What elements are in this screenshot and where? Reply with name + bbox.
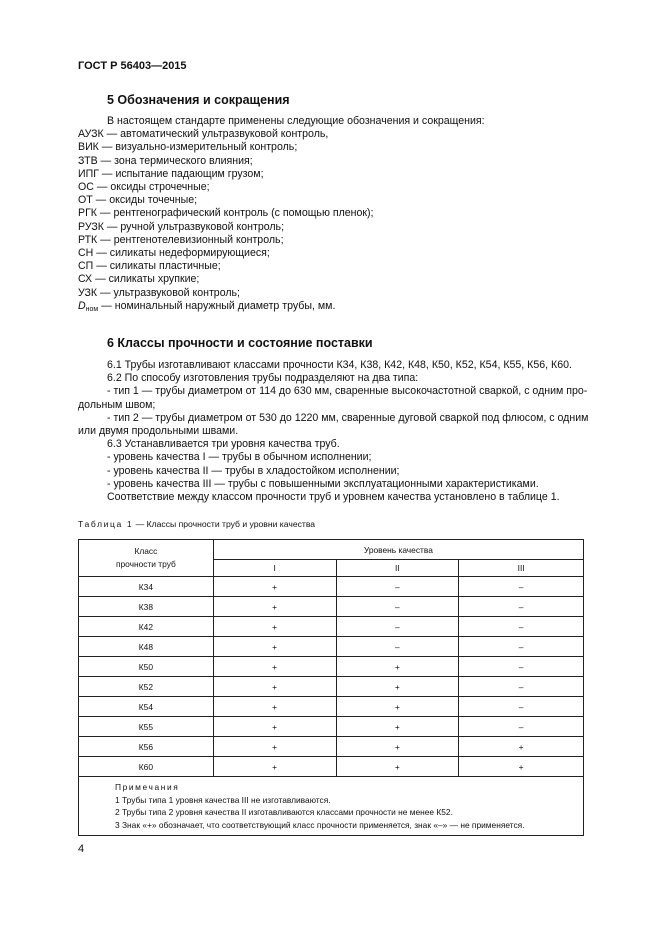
abbr-item: РТК — рентгенотелевизионный контроль; bbox=[78, 233, 284, 246]
cell-level-3: – bbox=[459, 657, 584, 677]
table-notes-row bbox=[79, 777, 584, 836]
abbr-item: ИПГ — испытание падающим грузом; bbox=[78, 167, 264, 180]
table-row bbox=[79, 657, 584, 677]
cell-level-2: + bbox=[336, 657, 459, 677]
header-level-2: II bbox=[336, 560, 459, 577]
abbr-item: АУЗК — автоматический ультразвуковой контроль, bbox=[78, 128, 329, 141]
section-6-line: - тип 1 — трубы диаметром от 114 до 630 мм, сваренные высокочастотной сваркой, с одним про- bbox=[107, 385, 588, 398]
cell-level-1: + bbox=[213, 757, 336, 777]
abbr-item-dnom bbox=[78, 300, 485, 316]
note-item: 2 Трубы типа 2 уровня качества II изготавливаются классами прочности не менее К52. bbox=[115, 807, 453, 817]
table-row bbox=[79, 737, 584, 757]
header-class bbox=[79, 540, 214, 577]
section-6-line: - уровень качества I — трубы в обычном исполнении; bbox=[107, 451, 372, 464]
cell-level-3: – bbox=[459, 717, 584, 737]
table-caption-prefix: Таблица 1 bbox=[78, 519, 134, 529]
section-6-line: - уровень качества II — трубы в хладостойком исполнении; bbox=[107, 464, 400, 477]
section-6-line: 6.3 Устанавливается три уровня качества труб. bbox=[107, 438, 340, 451]
section-6-title: 6 Классы прочности и состояние поставки bbox=[107, 336, 373, 350]
table-row bbox=[79, 637, 584, 657]
section-6-line: Соответствие между классом прочности труб и уровнем качества установлено в таблице 1. bbox=[107, 491, 560, 504]
cell-level-3: – bbox=[459, 597, 584, 617]
abbr-item: УЗК — ультразвуковой контроль; bbox=[78, 286, 240, 299]
cell-level-2: + bbox=[336, 757, 459, 777]
cell-level-3: – bbox=[459, 617, 584, 637]
section-6-line: 6.2 По способу изготовления трубы подразделяют на два типа: bbox=[107, 372, 419, 385]
cell-class: К54 bbox=[79, 697, 214, 717]
table-row bbox=[79, 677, 584, 697]
cell-level-2: – bbox=[336, 577, 459, 597]
header-level-3: III bbox=[459, 560, 584, 577]
notes-title: Примечания bbox=[115, 782, 180, 792]
abbr-item: ОС — оксиды строчечные; bbox=[78, 181, 210, 194]
abbr-item: СП — силикаты пластичные; bbox=[78, 260, 221, 273]
cell-level-2: – bbox=[336, 637, 459, 657]
section-5-title: 5 Обозначения и сокращения bbox=[107, 93, 290, 107]
note-item: 1 Трубы типа 1 уровня качества III не изготавливаются. bbox=[115, 794, 331, 805]
cell-level-2: – bbox=[336, 597, 459, 617]
abbr-item: СХ — силикаты хрупкие; bbox=[78, 273, 200, 286]
cell-class: К38 bbox=[79, 597, 214, 617]
cell-level-2: + bbox=[336, 717, 459, 737]
table-row bbox=[79, 597, 584, 617]
cell-level-1: + bbox=[213, 637, 336, 657]
cell-level-3: – bbox=[459, 637, 584, 657]
cell-level-1: + bbox=[213, 697, 336, 717]
cell-class: К48 bbox=[79, 637, 214, 657]
table-row bbox=[79, 757, 584, 777]
abbr-item: РУЗК — ручной ультразвуковой контроль; bbox=[78, 220, 285, 233]
cell-class: К42 bbox=[79, 617, 214, 637]
cell-class: К55 bbox=[79, 717, 214, 737]
abbr-item: ОТ — оксиды точечные; bbox=[78, 194, 198, 207]
table-header-row bbox=[79, 540, 584, 560]
dnom-symbol: D bbox=[78, 299, 86, 312]
abbr-item: ВИК — визуально-измерительный контроль; bbox=[78, 141, 298, 154]
cell-level-1: + bbox=[213, 617, 336, 637]
section-6-body bbox=[78, 359, 588, 504]
cell-level-1: + bbox=[213, 577, 336, 597]
section-6-line: 6.1 Трубы изготавливают классами прочности К34, К38, К42, К48, К50, К52, К54, К55, К56, К60. bbox=[107, 359, 572, 371]
table-notes bbox=[79, 777, 584, 836]
section-5-intro: В настоящем стандарте применены следующие обозначения и сокращения: bbox=[107, 115, 485, 127]
cell-level-2: + bbox=[336, 697, 459, 717]
cell-level-2: + bbox=[336, 737, 459, 757]
header-level: Уровень качества bbox=[213, 540, 583, 560]
cell-class: К50 bbox=[79, 657, 214, 677]
cell-class: К34 bbox=[79, 577, 214, 597]
abbr-item: ЗТВ — зона термического влияния; bbox=[78, 154, 253, 167]
cell-level-1: + bbox=[213, 737, 336, 757]
cell-level-3: – bbox=[459, 697, 584, 717]
header-class-line2: прочности труб bbox=[115, 559, 176, 569]
document-header: ГОСТ Р 56403—2015 bbox=[78, 60, 187, 72]
dnom-subscript: ном bbox=[85, 305, 99, 313]
strength-class-table bbox=[78, 539, 584, 836]
cell-class: К52 bbox=[79, 677, 214, 697]
section-6-line: дольным швом; bbox=[78, 398, 156, 411]
cell-level-3: – bbox=[459, 577, 584, 597]
section-6-line: - тип 2 — трубы диаметром от 530 до 1220 мм, сваренные дуговой сваркой под флюсом, с одним bbox=[107, 411, 589, 424]
section-5-body bbox=[78, 115, 485, 316]
cell-level-3: + bbox=[459, 757, 584, 777]
cell-level-2: + bbox=[336, 677, 459, 697]
cell-level-1: + bbox=[213, 597, 336, 617]
dnom-text: — номинальный наружный диаметр трубы, мм. bbox=[98, 299, 336, 312]
cell-class: К60 bbox=[79, 757, 214, 777]
header-level-1: I bbox=[213, 560, 336, 577]
page-number: 4 bbox=[78, 843, 85, 855]
abbr-item: РГК — рентгенографический контроль (с помощью пленок); bbox=[78, 207, 374, 220]
section-6-line: или двумя продольными швами. bbox=[78, 425, 239, 438]
note-item: 3 Знак «+» обозначает, что соответствующий класс прочности применяется, знак «–» — не применяется. bbox=[115, 819, 525, 830]
table-row bbox=[79, 577, 584, 597]
section-6-line: - уровень качества III — трубы с повышенными эксплуатационными характеристиками. bbox=[107, 477, 539, 490]
cell-level-3: + bbox=[459, 737, 584, 757]
cell-level-2: – bbox=[336, 617, 459, 637]
cell-class: К56 bbox=[79, 737, 214, 757]
table-row bbox=[79, 697, 584, 717]
table-row bbox=[79, 717, 584, 737]
table-caption-text: — Классы прочности труб и уровни качества bbox=[133, 519, 316, 529]
table-row bbox=[79, 617, 584, 637]
table-caption bbox=[78, 519, 315, 529]
cell-level-1: + bbox=[213, 657, 336, 677]
cell-level-1: + bbox=[213, 677, 336, 697]
header-class-line1: Класс bbox=[134, 546, 158, 556]
cell-level-1: + bbox=[213, 717, 336, 737]
cell-level-3: – bbox=[459, 677, 584, 697]
abbr-item: СН — силикаты недеформирующиеся; bbox=[78, 247, 270, 260]
